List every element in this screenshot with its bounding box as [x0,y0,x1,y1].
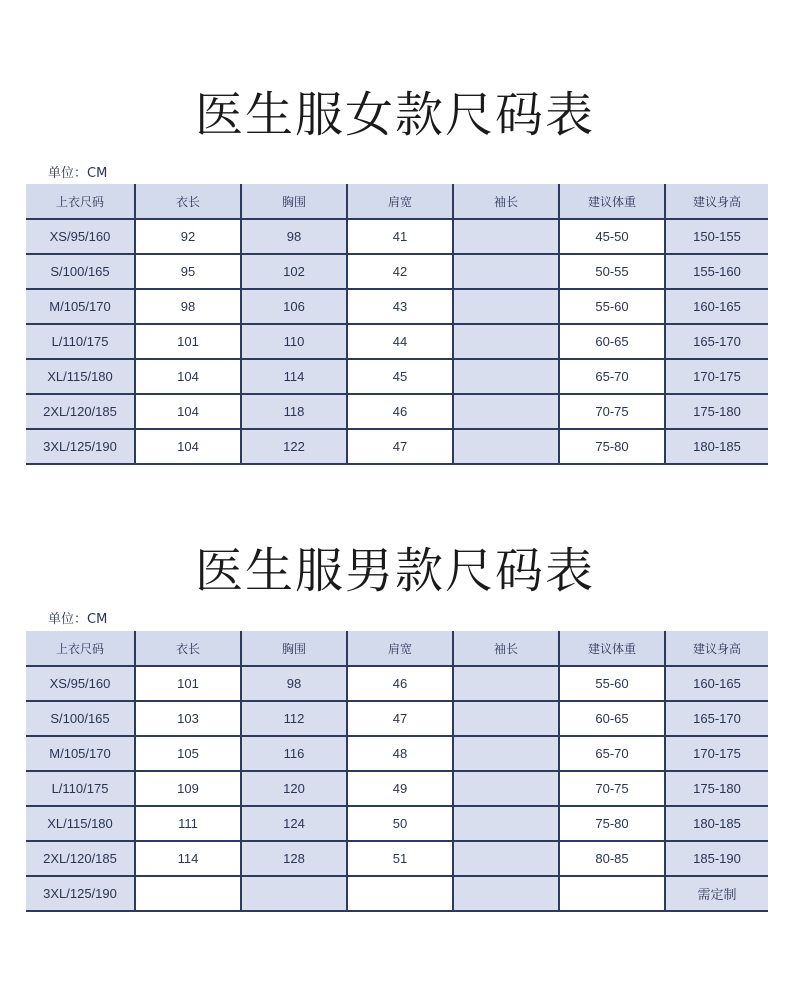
size-label-cell: S/100/165 [26,702,136,737]
table-cell: 160-165 [666,290,768,325]
male-table-header [26,631,768,667]
table-cell [560,877,666,912]
table-cell [454,325,560,360]
table-cell: 44 [348,325,454,360]
table-cell: 180-185 [666,430,768,465]
table-cell: 需定制 [666,877,768,912]
size-label-cell: 2XL/120/185 [26,842,136,877]
table-cell: 116 [242,737,348,772]
table-cell: 160-165 [666,667,768,702]
table-cell [454,667,560,702]
table-cell: 47 [348,430,454,465]
header-cell: 上衣尺码 [26,631,136,667]
table-cell: 165-170 [666,325,768,360]
header-cell: 肩宽 [348,631,454,667]
size-label-cell: L/110/175 [26,325,136,360]
table-cell: 60-65 [560,325,666,360]
header-cell: 袖长 [454,184,560,220]
table-cell: 55-60 [560,667,666,702]
table-cell: 105 [136,737,242,772]
male-size-chart-title: 医生服男款尺码表 [194,543,595,599]
table-cell: 65-70 [560,737,666,772]
table-cell: 170-175 [666,360,768,395]
header-cell: 建议身高 [666,631,768,667]
table-cell: 103 [136,702,242,737]
table-cell [454,395,560,430]
size-label-cell: L/110/175 [26,772,136,807]
size-label-cell: M/105/170 [26,290,136,325]
table-cell: 60-65 [560,702,666,737]
table-cell: 98 [242,667,348,702]
table-cell: 128 [242,842,348,877]
table-cell: 185-190 [666,842,768,877]
header-cell: 衣长 [136,184,242,220]
header-cell: 建议体重 [560,631,666,667]
table-cell [454,290,560,325]
male-table-body [26,667,768,912]
table-cell: 43 [348,290,454,325]
table-cell: 101 [136,667,242,702]
table-cell: 114 [242,360,348,395]
header-cell: 胸围 [242,631,348,667]
table-cell: 95 [136,255,242,290]
size-label-cell: XS/95/160 [26,220,136,255]
header-cell: 袖长 [454,631,560,667]
header-cell: 衣长 [136,631,242,667]
table-cell [454,702,560,737]
female-unit-label: 单位：CM [48,166,108,181]
table-cell: 50 [348,807,454,842]
table-cell: 109 [136,772,242,807]
table-cell: 65-70 [560,360,666,395]
table-cell [454,360,560,395]
table-cell: 175-180 [666,772,768,807]
table-cell: 75-80 [560,430,666,465]
table-cell [454,220,560,255]
table-cell: 122 [242,430,348,465]
header-cell: 建议身高 [666,184,768,220]
table-cell: 98 [242,220,348,255]
table-cell [454,255,560,290]
table-cell: 46 [348,395,454,430]
header-cell: 肩宽 [348,184,454,220]
table-cell: 112 [242,702,348,737]
table-cell: 111 [136,807,242,842]
table-cell: 48 [348,737,454,772]
size-label-cell: 3XL/125/190 [26,877,136,912]
table-cell: 110 [242,325,348,360]
table-cell: 45 [348,360,454,395]
table-cell [242,877,348,912]
table-cell: 106 [242,290,348,325]
table-cell: 70-75 [560,395,666,430]
female-size-chart-title: 医生服女款尺码表 [194,87,595,143]
size-label-cell: 2XL/120/185 [26,395,136,430]
table-cell: 175-180 [666,395,768,430]
table-cell: 75-80 [560,807,666,842]
table-cell: 165-170 [666,702,768,737]
table-cell: 50-55 [560,255,666,290]
table-cell: 70-75 [560,772,666,807]
size-label-cell: S/100/165 [26,255,136,290]
table-cell: 41 [348,220,454,255]
female-table-header [26,184,768,220]
table-cell [454,772,560,807]
table-cell: 118 [242,395,348,430]
table-cell: 80-85 [560,842,666,877]
table-cell [348,877,454,912]
header-cell: 胸围 [242,184,348,220]
table-cell [454,737,560,772]
table-cell: 170-175 [666,737,768,772]
table-cell: 101 [136,325,242,360]
size-label-cell: M/105/170 [26,737,136,772]
table-cell: 47 [348,702,454,737]
table-cell: 55-60 [560,290,666,325]
table-cell: 92 [136,220,242,255]
header-cell: 建议体重 [560,184,666,220]
table-cell: 104 [136,430,242,465]
table-cell [136,877,242,912]
table-cell: 42 [348,255,454,290]
header-cell: 上衣尺码 [26,184,136,220]
table-cell: 102 [242,255,348,290]
table-cell [454,430,560,465]
table-cell: 104 [136,395,242,430]
table-cell: 155-160 [666,255,768,290]
table-cell [454,842,560,877]
table-cell: 114 [136,842,242,877]
table-cell: 150-155 [666,220,768,255]
table-cell: 46 [348,667,454,702]
table-cell: 180-185 [666,807,768,842]
female-table-body [26,220,768,465]
table-cell: 104 [136,360,242,395]
table-cell: 120 [242,772,348,807]
table-cell: 124 [242,807,348,842]
table-cell: 45-50 [560,220,666,255]
table-cell: 49 [348,772,454,807]
table-cell: 98 [136,290,242,325]
table-cell [454,877,560,912]
table-cell: 51 [348,842,454,877]
table-cell [454,807,560,842]
size-label-cell: XS/95/160 [26,667,136,702]
male-unit-label: 单位：CM [48,612,108,627]
size-label-cell: 3XL/125/190 [26,430,136,465]
size-label-cell: XL/115/180 [26,360,136,395]
size-label-cell: XL/115/180 [26,807,136,842]
